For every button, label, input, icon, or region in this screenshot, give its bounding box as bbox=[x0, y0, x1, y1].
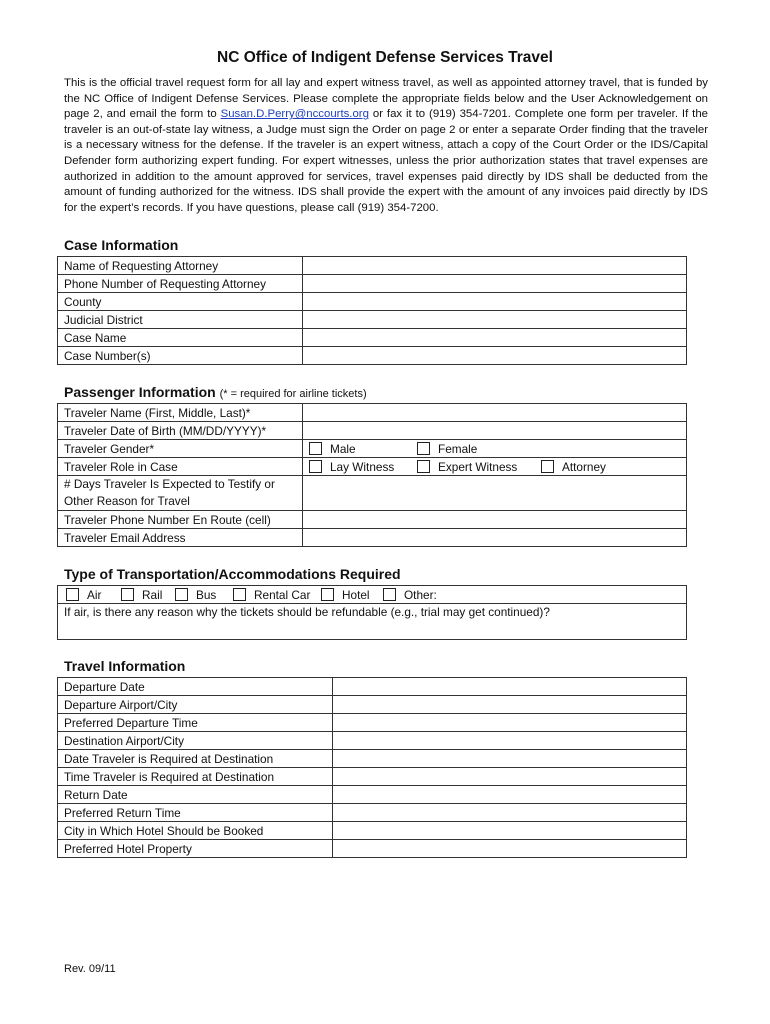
air-checkbox[interactable] bbox=[66, 588, 79, 601]
field-value[interactable] bbox=[303, 476, 687, 511]
gender-female-option[interactable] bbox=[417, 442, 477, 456]
intro-text-before: This is the official travel request form for all lay and expert witness travel, as well as appointed attorney travel, that is funded by the NC Office of Indigent Defense Services. Please complete the appropriate fields below and the User Acknowledgement on page 2, and email the form to bbox=[64, 77, 708, 121]
role-lay-witness-option[interactable] bbox=[309, 460, 417, 474]
gender-male-option[interactable] bbox=[309, 442, 417, 456]
attorney-label: Attorney bbox=[562, 459, 606, 474]
field-label: Time Traveler is Required at Destination bbox=[58, 768, 333, 786]
passenger-heading-text: Passenger Information bbox=[64, 384, 216, 400]
table-row bbox=[58, 440, 687, 458]
expert-witness-checkbox[interactable] bbox=[417, 460, 430, 473]
passenger-information-table bbox=[57, 403, 687, 547]
table-row bbox=[58, 696, 687, 714]
field-value[interactable] bbox=[303, 404, 687, 422]
refund-question: If air, is there any reason why the tickets should be refundable (e.g., trial may get continued)? bbox=[64, 605, 550, 619]
role-options bbox=[303, 458, 687, 476]
bus-checkbox[interactable] bbox=[175, 588, 188, 601]
field-value[interactable] bbox=[333, 732, 687, 750]
field-value[interactable] bbox=[303, 347, 687, 365]
field-value[interactable] bbox=[303, 511, 687, 529]
transport-other-option[interactable] bbox=[383, 588, 437, 602]
field-label: Traveler Email Address bbox=[58, 529, 303, 547]
field-value[interactable] bbox=[333, 750, 687, 768]
field-label: Name of Requesting Attorney bbox=[58, 257, 303, 275]
hotel-checkbox[interactable] bbox=[321, 588, 334, 601]
field-label: Preferred Departure Time bbox=[58, 714, 333, 732]
field-value[interactable] bbox=[303, 257, 687, 275]
table-row bbox=[58, 604, 687, 640]
page-title: NC Office of Indigent Defense Services Travel bbox=[217, 49, 553, 66]
field-label: Date Traveler is Required at Destination bbox=[58, 750, 333, 768]
rental-car-label: Rental Car bbox=[254, 587, 311, 602]
table-row bbox=[58, 511, 687, 529]
transportation-table bbox=[57, 585, 687, 640]
expert-witness-label: Expert Witness bbox=[438, 459, 518, 474]
table-row bbox=[58, 786, 687, 804]
table-row bbox=[58, 822, 687, 840]
table-row bbox=[58, 529, 687, 547]
table-row bbox=[58, 714, 687, 732]
field-label: Traveler Date of Birth (MM/DD/YYYY)* bbox=[58, 422, 303, 440]
lay-witness-checkbox[interactable] bbox=[309, 460, 322, 473]
table-row bbox=[58, 329, 687, 347]
other-checkbox[interactable] bbox=[383, 588, 396, 601]
table-row bbox=[58, 275, 687, 293]
field-value[interactable] bbox=[303, 422, 687, 440]
transport-air-option[interactable] bbox=[66, 588, 121, 602]
transport-hotel-option[interactable] bbox=[321, 588, 383, 602]
lay-witness-label: Lay Witness bbox=[330, 459, 395, 474]
field-label: Case Name bbox=[58, 329, 303, 347]
table-row bbox=[58, 750, 687, 768]
field-label: Departure Airport/City bbox=[58, 696, 333, 714]
field-value[interactable] bbox=[303, 293, 687, 311]
field-label: Case Number(s) bbox=[58, 347, 303, 365]
field-value[interactable] bbox=[333, 804, 687, 822]
table-row bbox=[58, 347, 687, 365]
field-label: Preferred Hotel Property bbox=[58, 840, 333, 858]
refund-question-cell[interactable] bbox=[58, 604, 687, 640]
field-value[interactable] bbox=[333, 768, 687, 786]
field-label: Phone Number of Requesting Attorney bbox=[58, 275, 303, 293]
field-value[interactable] bbox=[303, 311, 687, 329]
field-value[interactable] bbox=[303, 529, 687, 547]
role-expert-witness-option[interactable] bbox=[417, 460, 541, 474]
field-value[interactable] bbox=[333, 786, 687, 804]
transport-options bbox=[58, 586, 687, 604]
transport-rental-car-option[interactable] bbox=[233, 588, 321, 602]
other-label: Other: bbox=[404, 587, 437, 602]
travel-information-table bbox=[57, 677, 687, 858]
gender-options bbox=[303, 440, 687, 458]
email-link[interactable]: Susan.D.Perry@nccourts.org bbox=[220, 108, 369, 121]
table-row bbox=[58, 257, 687, 275]
field-label: City in Which Hotel Should be Booked bbox=[58, 822, 333, 840]
table-row bbox=[58, 404, 687, 422]
field-label: Preferred Return Time bbox=[58, 804, 333, 822]
field-label: County bbox=[58, 293, 303, 311]
table-row bbox=[58, 840, 687, 858]
field-value[interactable] bbox=[303, 275, 687, 293]
table-row bbox=[58, 768, 687, 786]
female-checkbox[interactable] bbox=[417, 442, 430, 455]
intro-paragraph bbox=[64, 76, 708, 216]
transport-bus-option[interactable] bbox=[175, 588, 233, 602]
rail-label: Rail bbox=[142, 587, 163, 602]
field-value[interactable] bbox=[333, 696, 687, 714]
transportation-heading: Type of Transportation/Accommodations Required bbox=[64, 566, 401, 582]
intro-text-after: or fax it to (919) 354-7201. Complete one form per traveler. If the traveler is an out-of-state lay witness, a Judge must sign the Order on page 2 or enter a separate Order finding that the traveler is a necessary witness for the defense. If the traveler is an expert witness, attach a copy of the Court Order or the IDS/Capital Defender form authorizing expert funding. For expert witnesses, unless the prior authorization states that travel expenses are authorized in addition to the amount approved for services, travel expenses paid directly by IDS shall be deducted from the amount of funding authorized for the witness. IDS shall provide the expert with the amount of any invoices paid directly by IDS for the expert’s records. If you have questions, please call (919) 354-7200. bbox=[64, 108, 708, 214]
bus-label: Bus bbox=[196, 587, 217, 602]
field-label: Judicial District bbox=[58, 311, 303, 329]
field-value[interactable] bbox=[333, 678, 687, 696]
revision-label: Rev. 09/11 bbox=[64, 963, 116, 975]
table-row bbox=[58, 804, 687, 822]
attorney-checkbox[interactable] bbox=[541, 460, 554, 473]
field-value[interactable] bbox=[303, 329, 687, 347]
table-row bbox=[58, 678, 687, 696]
table-row bbox=[58, 293, 687, 311]
table-row bbox=[58, 458, 687, 476]
field-label: Departure Date bbox=[58, 678, 333, 696]
field-label: # Days Traveler Is Expected to Testify or Other Reason for Travel bbox=[58, 476, 303, 511]
role-attorney-option[interactable] bbox=[541, 460, 606, 474]
field-value[interactable] bbox=[333, 714, 687, 732]
hotel-label: Hotel bbox=[342, 587, 370, 602]
case-information-heading: Case Information bbox=[64, 237, 179, 253]
table-row bbox=[58, 476, 687, 511]
field-label: Return Date bbox=[58, 786, 333, 804]
passenger-heading-note: (* = required for airline tickets) bbox=[219, 388, 367, 400]
table-row bbox=[58, 422, 687, 440]
travel-information-heading: Travel Information bbox=[64, 658, 186, 674]
table-row bbox=[58, 311, 687, 329]
male-label: Male bbox=[330, 441, 356, 456]
field-label: Traveler Name (First, Middle, Last)* bbox=[58, 404, 303, 422]
female-label: Female bbox=[438, 441, 478, 456]
field-label: Traveler Role in Case bbox=[58, 458, 303, 476]
transport-rail-option[interactable] bbox=[121, 588, 175, 602]
field-label: Destination Airport/City bbox=[58, 732, 333, 750]
passenger-information-heading bbox=[64, 384, 367, 400]
field-value[interactable] bbox=[333, 822, 687, 840]
rental-car-checkbox[interactable] bbox=[233, 588, 246, 601]
air-label: Air bbox=[87, 587, 102, 602]
case-information-table bbox=[57, 256, 687, 365]
field-label: Traveler Phone Number En Route (cell) bbox=[58, 511, 303, 529]
rail-checkbox[interactable] bbox=[121, 588, 134, 601]
field-value[interactable] bbox=[333, 840, 687, 858]
male-checkbox[interactable] bbox=[309, 442, 322, 455]
field-label: Traveler Gender* bbox=[58, 440, 303, 458]
table-row bbox=[58, 586, 687, 604]
table-row bbox=[58, 732, 687, 750]
